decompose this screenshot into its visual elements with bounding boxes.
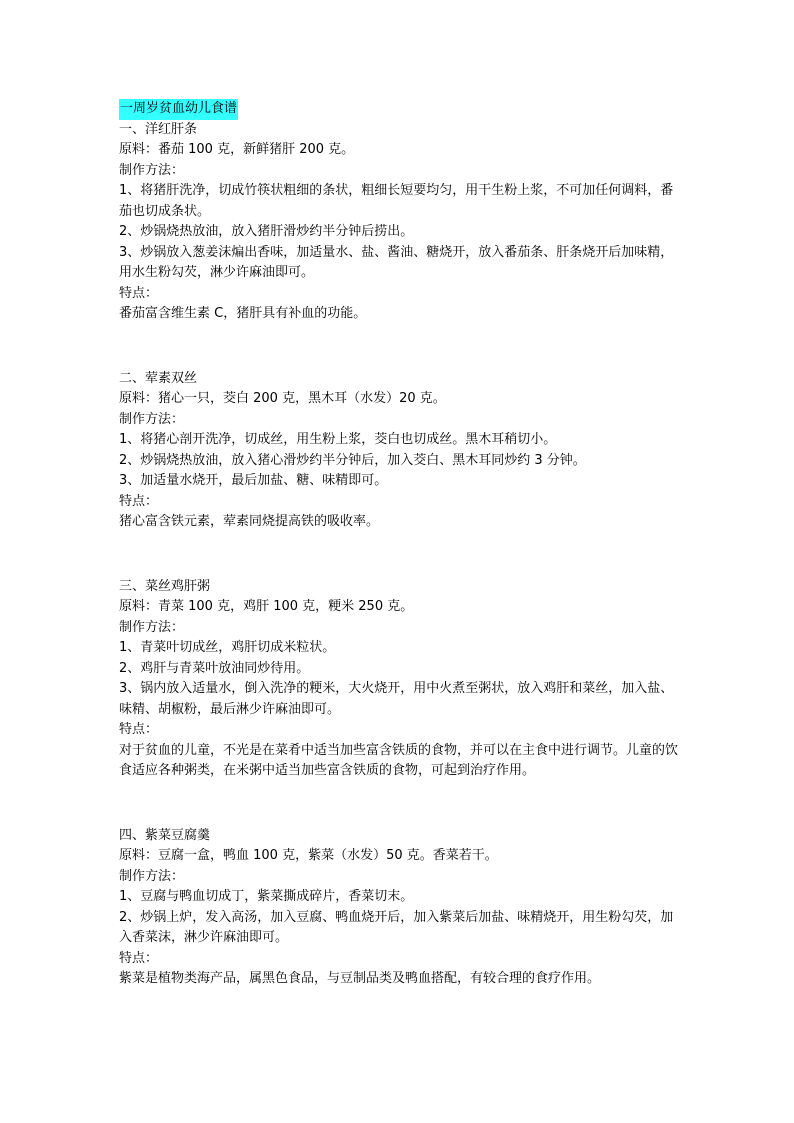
recipe-step: 1、将猪心剖开洗净，切成丝，用生粉上浆，茭白也切成丝。黑木耳稍切小。 (119, 432, 557, 447)
recipe-method-label: 制作方法： (119, 411, 185, 427)
recipe-section (119, 369, 679, 533)
recipe-features: 紫菜是植物类海产品，属黑色食品，与豆制品类及鸭血搭配，有较合理的食疗作用。 (119, 971, 601, 986)
document-title: 一周岁贫血幼儿食谱 (119, 99, 238, 120)
recipe-step: 2、炒锅烧热放油，放入猪肝滑炒约半分钟后捞出。 (119, 224, 414, 239)
section-spacer (119, 325, 679, 369)
recipe-step: 3、加适量水烧开，最后加盐、糖、味精即可。 (119, 473, 388, 488)
section-spacer (119, 782, 679, 826)
recipe-features-label: 特点： (119, 285, 159, 301)
recipe-features-label: 特点： (119, 950, 159, 966)
recipe-step: 2、炒锅上炉，发入高汤，加入豆腐、鸭血烧开后，加入紫菜后加盐、味精烧开，用生粉勾芡，加入香菜沫，淋少许麻油即可。 (119, 909, 674, 945)
recipe-step: 1、豆腐与鸭血切成丁，紫菜撕成碎片，香菜切末。 (119, 889, 414, 904)
recipe-ingredients: 原料：豆腐一盒，鸭血 100 克，紫菜（水发）50 克。香菜若干。 (119, 848, 498, 863)
recipe-heading: 四、紫菜豆腐羹 (119, 827, 211, 843)
recipe-section (119, 120, 679, 325)
recipe-heading: 一、洋红肝条 (119, 121, 198, 137)
recipe-features: 猪心富含铁元素，荤素同烧提高铁的吸收率。 (119, 514, 380, 529)
section-spacer (119, 533, 679, 577)
recipe-heading: 三、菜丝鸡肝粥 (119, 578, 211, 594)
recipe-ingredients: 原料：青菜 100 克，鸡肝 100 克，粳米 250 克。 (119, 599, 414, 614)
recipe-method-label: 制作方法： (119, 162, 185, 178)
recipe-heading: 二、荤素双丝 (119, 370, 198, 386)
recipe-step: 2、鸡肝与青菜叶放油同炒待用。 (119, 660, 310, 676)
recipe-ingredients: 原料：番茄 100 克，新鲜猪肝 200 克。 (119, 142, 355, 157)
recipe-section (119, 826, 679, 990)
recipe-step: 1、将猪肝洗净，切成竹筷状粗细的条状，粗细长短要均匀，用干生粉上浆，不可加任何调料，番茄也切成条状。 (119, 183, 674, 219)
recipe-ingredients: 原料：猪心一只，茭白 200 克，黑木耳（水发）20 克。 (119, 391, 446, 406)
recipe-features-label: 特点： (119, 722, 159, 737)
recipe-step: 2、炒锅烧热放油，放入猪心滑炒约半分钟后，加入茭白、黑木耳同炒约 3 分钟。 (119, 452, 586, 468)
recipe-step: 3、锅内放入适量水，倒入洗净的粳米，大火烧开，用中火煮至粥状，放入鸡肝和菜丝，加入盐、味精、胡椒粉，最后淋少许麻油即可。 (119, 681, 674, 717)
recipe-features: 对于贫血的儿童，不光是在菜肴中适当加些富含铁质的食物，并可以在主食中进行调节。儿童的饮食适应各种粥类，在米粥中适当加些富含铁质的食物，可起到治疗作用。 (119, 742, 679, 778)
recipe-method-label: 制作方法： (119, 868, 185, 884)
recipe-step: 1、青菜叶切成丝，鸡肝切成米粒状。 (119, 640, 336, 655)
recipe-method-label: 制作方法： (119, 619, 185, 635)
document-body (119, 99, 679, 990)
recipe-features: 番茄富含维生素 C，猪肝具有补血的功能。 (119, 306, 367, 321)
recipe-step: 3、炒锅放入葱姜沫煸出香味，加适量水、盐、酱油、糖烧开，放入番茄条、肝条烧开后加味精，用水生粉勾芡，淋少许麻油即可。 (119, 244, 674, 280)
document-title-line (119, 99, 679, 120)
recipe-features-label: 特点： (119, 493, 159, 509)
recipe-section (119, 577, 679, 782)
